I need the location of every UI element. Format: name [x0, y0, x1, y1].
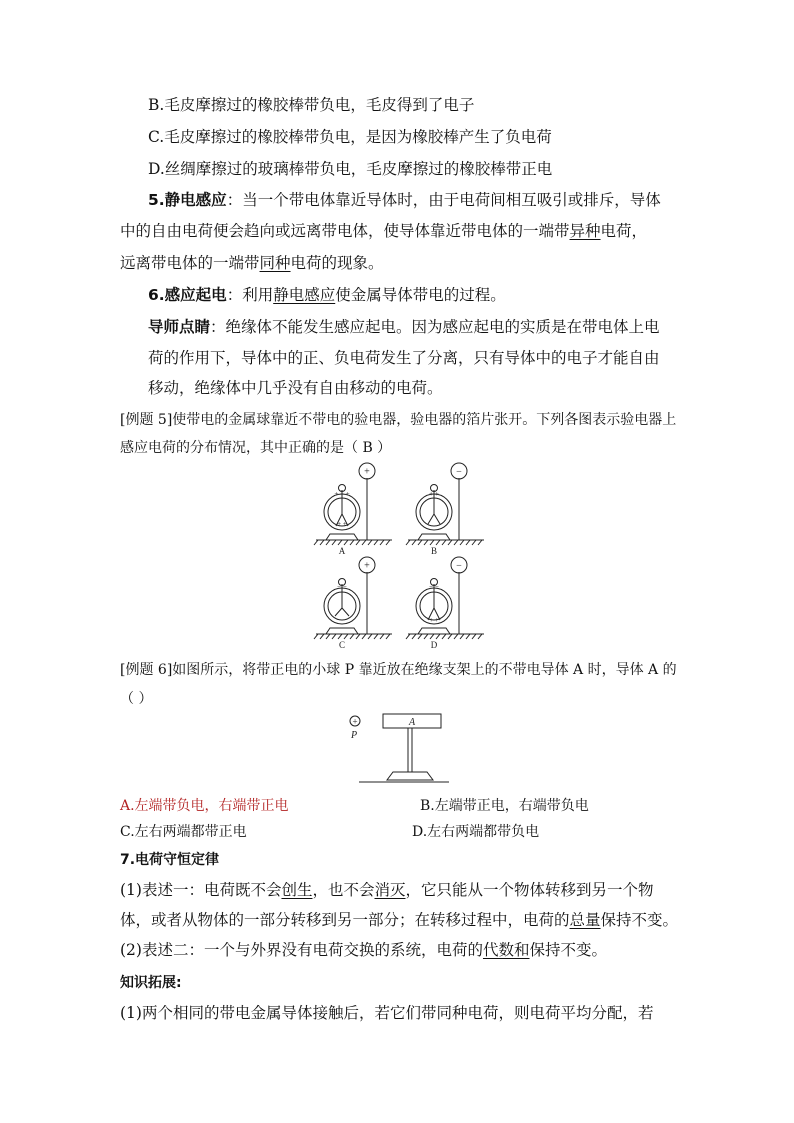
- section-7-heading: 7.电荷守恒定律: [120, 852, 220, 868]
- svg-text:= =: = =: [429, 584, 439, 592]
- underlined-term: 总量: [569, 911, 601, 929]
- section-5-heading: 5.静电感应: [148, 191, 227, 209]
- underlined-term: 异种: [569, 222, 601, 240]
- example-6-option-a: A.左端带负电，右端带正电: [120, 798, 289, 814]
- underlined-term: 同种: [259, 254, 291, 272]
- svg-text:= =: = =: [337, 584, 347, 592]
- ball-sign-c: +: [364, 560, 370, 572]
- example-6-line-1: [例题 6]如图所示，将带正电的小球 P 靠近放在绝缘支架上的不带电导体 A 时，导体 A 的: [120, 662, 677, 678]
- underlined-term: 创生: [281, 881, 313, 899]
- electroscope-b: [406, 463, 484, 545]
- section-6-heading: 6.感应起电: [148, 286, 227, 304]
- conductor-a-label: A: [408, 717, 416, 728]
- section-6-line: 6.感应起电：利用静电感应使金属导体带电的过程。: [148, 286, 506, 304]
- conductor-figure: [345, 710, 465, 790]
- section-5-line-1: 5.静电感应：当一个带电体靠近导体时，由于电荷间相互吸引或排斥，导体: [148, 191, 661, 209]
- section-7-line-2: 体，或者从物体的一部分转移到另一部分；在转移过程中，电荷的总量保持不变。: [120, 911, 679, 929]
- extension-line-1: (1)两个相同的带电金属导体接触后，若它们带同种电荷，则电荷平均分配，若: [120, 1004, 654, 1022]
- svg-text:+ +: + +: [337, 520, 347, 528]
- example-5-line-2: 感应电荷的分布情况，其中正确的是（ B ）: [120, 440, 392, 456]
- electroscope-a: [314, 463, 392, 545]
- tip-heading: 导师点睛: [148, 318, 211, 336]
- electroscope-c: [314, 557, 392, 639]
- section-5-line-3: 远离带电体的一端带同种电荷的现象。: [120, 254, 384, 272]
- electroscope-d: [406, 557, 484, 639]
- tip-line-3: 移动，绝缘体中几乎没有自由移动的电荷。: [148, 379, 443, 397]
- option-b-q4: B.毛皮摩擦过的橡胶棒带负电，毛皮得到了电子: [148, 96, 475, 114]
- example-6-option-d: D.左右两端都带负电: [412, 824, 540, 840]
- ball-sign-a: +: [364, 466, 370, 478]
- ball-sign-d: −: [456, 560, 462, 572]
- figure-label-d: D: [430, 640, 438, 650]
- extension-heading: 知识拓展:: [120, 975, 182, 991]
- svg-text:+ +: + +: [429, 616, 439, 624]
- option-d-q4: D.丝绸摩擦过的玻璃棒带负电，毛皮摩擦过的橡胶棒带正电: [148, 160, 553, 178]
- option-c-q4: C.毛皮摩擦过的橡胶棒带负电，是因为橡胶棒产生了负电荷: [148, 128, 552, 146]
- example-5-line-1: [例题 5]使带电的金属球靠近不带电的验电器，验电器的箔片张开。下列各图表示验电器上: [120, 412, 677, 428]
- underlined-term: 静电感应: [273, 286, 336, 304]
- svg-text:− −: − −: [337, 616, 347, 624]
- example-6-option-c: C.左右两端都带正电: [120, 824, 247, 840]
- example-6-option-b: B.左端带正电，右端带负电: [420, 798, 589, 814]
- figure-label-a: A: [338, 546, 346, 556]
- tip-line-1: 导师点睛：绝缘体不能发生感应起电。因为感应起电的实质是在带电体上电: [148, 318, 660, 336]
- example-6-line-2: （ ）: [120, 691, 153, 707]
- ball-sign-b: −: [456, 466, 462, 478]
- figure-label-c: C: [338, 640, 346, 650]
- section-7-line-3: (2)表述二：一个与外界没有电荷交换的系统，电荷的代数和保持不变。: [120, 941, 607, 959]
- underlined-term: 消灭: [374, 881, 406, 899]
- svg-text:+ +: + +: [429, 490, 439, 498]
- section-5-line-2: 中的自由电荷便会趋向或远离带电体，使导体靠近带电体的一端带异种电荷，: [120, 222, 648, 240]
- svg-text:+ + +: + + +: [334, 490, 350, 498]
- underlined-term: 代数和: [482, 941, 530, 959]
- ball-p-label: P: [350, 730, 358, 741]
- tip-line-2: 荷的作用下，导体中的正、负电荷发生了分离，只有导体中的电子才能自由: [148, 349, 660, 367]
- figure-label-b: B: [430, 546, 438, 556]
- charge-plus-sign: +: [352, 716, 358, 727]
- electroscope-figure: [312, 462, 492, 657]
- section-7-line-1: (1)表述一：电荷既不会创生，也不会消灭，它只能从一个物体转移到另一个物: [120, 881, 654, 899]
